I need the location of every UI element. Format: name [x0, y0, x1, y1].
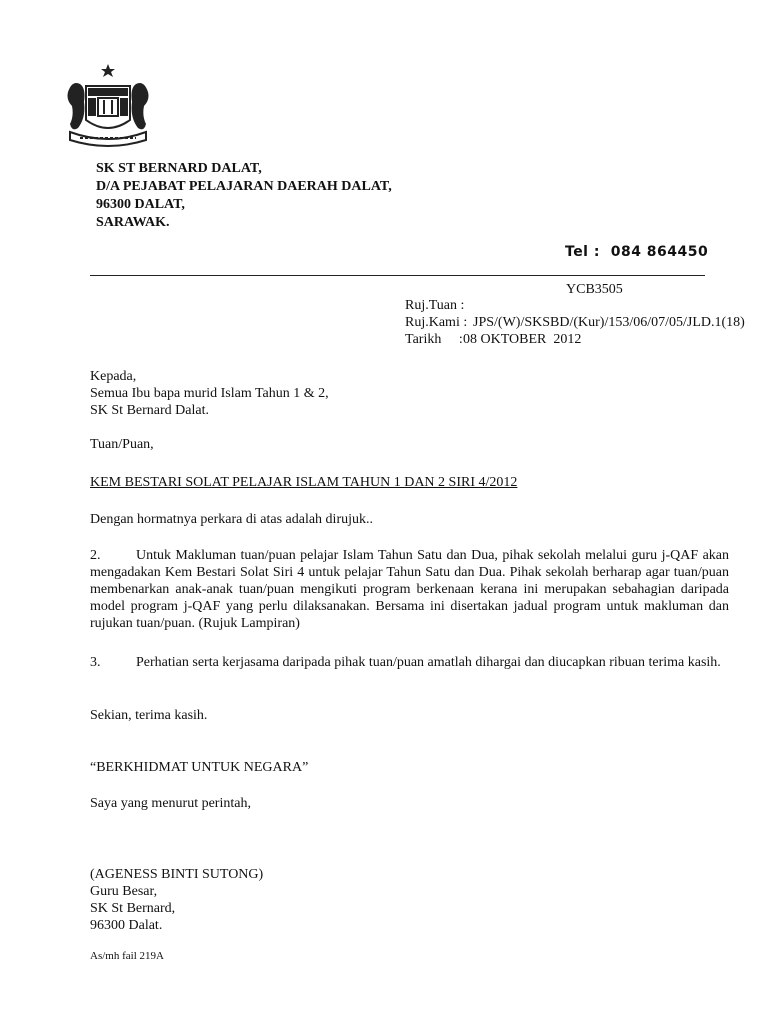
sender-postcode-city: 96300 DALAT, [96, 197, 185, 212]
signatory-block [90, 866, 730, 934]
malaysia-coat-of-arms-icon [64, 62, 152, 150]
recipient-line-2: SK St Bernard Dalat. [90, 403, 209, 418]
signatory-school: SK St Bernard, [90, 901, 176, 916]
tarikh-value: 08 OKTOBER 2012 [463, 332, 582, 347]
sender-school: SK ST BERNARD DALAT, [96, 161, 262, 176]
order-line: Saya yang menurut perintah, [90, 796, 251, 811]
subject-line: KEM BESTARI SOLAT PELAJAR ISLAM TAHUN 1 DAN 2 SIRI 4/2012 [90, 475, 518, 490]
paragraph-2-text: Untuk Makluman tuan/puan pelajar Islam Tahun Satu dan Dua, pihak sekolah melalui guru j-QAF akan mengadakan Kem Bestari Solat Siri 4 untuk pelajar Tahun Satu dan Dua. Pihak sekolah berharap agar tuan/puan membenarkan anak-anak tuan/puan mengikuti program berkenaan kerana ini merupakan sebahagian daripada model program j-QAF yang perlu dilaksanakan. Bersama ini disertakan jadual program untuk makluman dan rujukan tuan/puan. (Rujuk Lampiran) [90, 548, 729, 631]
sender-state: SARAWAK. [96, 215, 170, 230]
motto: “BERKHIDMAT UNTUK NEGARA” [90, 760, 309, 775]
recipient-block [90, 368, 730, 419]
salutation: Tuan/Puan, [90, 437, 154, 452]
ruj-kami-label: Ruj.Kami : [405, 315, 468, 330]
signatory-city: 96300 Dalat. [90, 918, 163, 933]
paragraph-3-number: 3. [90, 655, 101, 670]
ruj-kami-value: JPS/(W)/SKSBD/(Kur)/153/06/07/05/JLD.1(18) [473, 315, 745, 330]
file-reference: As/mh fail 219A [90, 950, 164, 962]
closing-line: Sekian, terima kasih. [90, 708, 208, 723]
paragraph-3 [90, 654, 729, 671]
recipient-line-1: Semua Ibu bapa murid Islam Tahun 1 & 2, [90, 386, 329, 401]
reference-code: YCB3505 [566, 282, 623, 297]
paragraph-3-text: Perhatian serta kerjasama daripada pihak tuan/puan amatlah dihargai dan diucapkan ribuan terima kasih. [136, 655, 721, 670]
signatory-title: Guru Besar, [90, 884, 158, 899]
ruj-tuan-label: Ruj.Tuan : [405, 298, 465, 313]
signatory-name: (AGENESS BINTI SUTONG) [90, 867, 264, 882]
sender-care-of: D/A PEJABAT PELAJARAN DAERAH DALAT, [96, 179, 392, 194]
reference-block [405, 297, 745, 348]
tarikh-label: Tarikh : [405, 332, 463, 347]
sender-address [96, 160, 392, 232]
paragraph-2-number: 2. [90, 548, 101, 563]
telephone-number: Tel : 084 864450 [565, 244, 709, 260]
paragraph-1: Dengan hormatnya perkara di atas adalah dirujuk.. [90, 512, 374, 527]
kepada-label: Kepada, [90, 369, 137, 384]
paragraph-2 [90, 547, 729, 632]
header-divider [90, 275, 705, 276]
